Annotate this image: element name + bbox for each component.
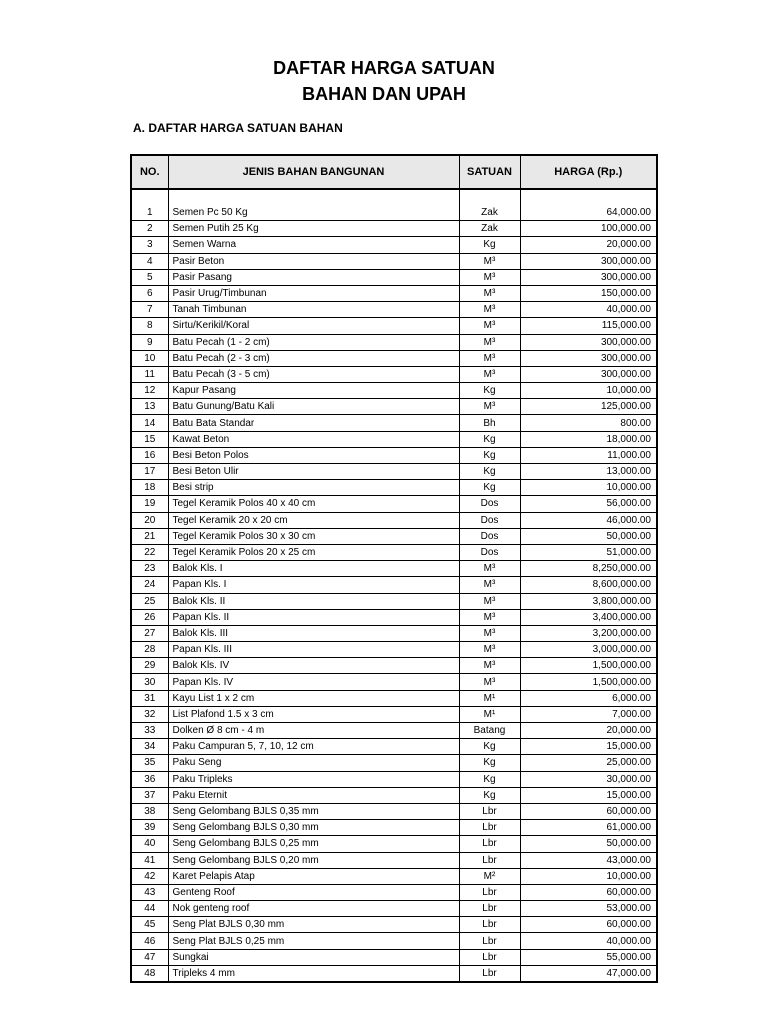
- price: 300,000.00: [520, 334, 657, 350]
- table-row: [131, 642, 657, 658]
- row-number: 16: [131, 447, 168, 463]
- row-number: 9: [131, 334, 168, 350]
- price: 10,000.00: [520, 868, 657, 884]
- table-row: [131, 480, 657, 496]
- price: 300,000.00: [520, 253, 657, 269]
- unit: Lbr: [459, 917, 520, 933]
- price: 60,000.00: [520, 884, 657, 900]
- material-name: Tegel Keramik Polos 20 x 25 cm: [168, 544, 459, 560]
- table-row: [131, 884, 657, 900]
- unit: M³: [459, 642, 520, 658]
- row-number: 13: [131, 399, 168, 415]
- unit: Lbr: [459, 949, 520, 965]
- row-number: 14: [131, 415, 168, 431]
- material-name: Kapur Pasang: [168, 383, 459, 399]
- price: 43,000.00: [520, 852, 657, 868]
- material-name: Balok Kls. III: [168, 625, 459, 641]
- table-row: [131, 868, 657, 884]
- table-row: [131, 561, 657, 577]
- unit: Kg: [459, 447, 520, 463]
- row-number: 15: [131, 431, 168, 447]
- material-name: Seng Gelombang BJLS 0,35 mm: [168, 803, 459, 819]
- unit: M³: [459, 350, 520, 366]
- unit: M³: [459, 658, 520, 674]
- price: 3,800,000.00: [520, 593, 657, 609]
- unit: Lbr: [459, 836, 520, 852]
- unit: Lbr: [459, 965, 520, 982]
- section-title: A. DAFTAR HARGA SATUAN BAHAN: [133, 121, 343, 135]
- unit: Lbr: [459, 852, 520, 868]
- material-name: Pasir Beton: [168, 253, 459, 269]
- row-number: 36: [131, 771, 168, 787]
- material-name: Tegel Keramik 20 x 20 cm: [168, 512, 459, 528]
- table-row: [131, 512, 657, 528]
- material-name: Seng Gelombang BJLS 0,30 mm: [168, 820, 459, 836]
- material-name: Sungkai: [168, 949, 459, 965]
- table-row: [131, 464, 657, 480]
- price: 50,000.00: [520, 836, 657, 852]
- material-name: Balok Kls. IV: [168, 658, 459, 674]
- row-number: 23: [131, 561, 168, 577]
- material-name: Semen Putih 25 Kg: [168, 221, 459, 237]
- material-name: Semen Warna: [168, 237, 459, 253]
- material-name: Papan Kls. III: [168, 642, 459, 658]
- table-row: [131, 253, 657, 269]
- unit: M³: [459, 593, 520, 609]
- table-row: [131, 383, 657, 399]
- unit: M³: [459, 625, 520, 641]
- price: 46,000.00: [520, 512, 657, 528]
- material-name: Tanah Timbunan: [168, 302, 459, 318]
- price: 51,000.00: [520, 544, 657, 560]
- row-number: 28: [131, 642, 168, 658]
- row-number: 6: [131, 285, 168, 301]
- material-name: Dolken Ø 8 cm - 4 m: [168, 723, 459, 739]
- unit: M¹: [459, 706, 520, 722]
- table-row: [131, 285, 657, 301]
- row-number: 35: [131, 755, 168, 771]
- material-name: Kayu List 1 x 2 cm: [168, 690, 459, 706]
- unit: Dos: [459, 512, 520, 528]
- row-number: 25: [131, 593, 168, 609]
- table-row: [131, 269, 657, 285]
- unit: Kg: [459, 431, 520, 447]
- table-row: [131, 949, 657, 965]
- row-number: 19: [131, 496, 168, 512]
- unit: Kg: [459, 383, 520, 399]
- table-row: [131, 723, 657, 739]
- row-number: 39: [131, 820, 168, 836]
- table-row: [131, 205, 657, 221]
- row-number: 8: [131, 318, 168, 334]
- price: 40,000.00: [520, 933, 657, 949]
- table-row: [131, 399, 657, 415]
- row-number: 21: [131, 528, 168, 544]
- row-number: 12: [131, 383, 168, 399]
- table-row: [131, 318, 657, 334]
- row-number: 46: [131, 933, 168, 949]
- material-name: Tegel Keramik Polos 40 x 40 cm: [168, 496, 459, 512]
- material-name: Paku Tripleks: [168, 771, 459, 787]
- material-name: Seng Gelombang BJLS 0,25 mm: [168, 836, 459, 852]
- material-name: Karet Pelapis Atap: [168, 868, 459, 884]
- table-row: [131, 350, 657, 366]
- unit: M³: [459, 399, 520, 415]
- unit: M³: [459, 285, 520, 301]
- table-body: [131, 189, 657, 982]
- row-number: 22: [131, 544, 168, 560]
- price: 18,000.00: [520, 431, 657, 447]
- row-number: 18: [131, 480, 168, 496]
- unit: Dos: [459, 528, 520, 544]
- row-number: 24: [131, 577, 168, 593]
- unit: M³: [459, 302, 520, 318]
- unit: M³: [459, 561, 520, 577]
- price: 47,000.00: [520, 965, 657, 982]
- table-spacer-row: [131, 189, 657, 205]
- row-number: 47: [131, 949, 168, 965]
- table-row: [131, 609, 657, 625]
- unit: M³: [459, 366, 520, 382]
- unit: Zak: [459, 205, 520, 221]
- table-row: [131, 706, 657, 722]
- row-number: 17: [131, 464, 168, 480]
- table-row: [131, 771, 657, 787]
- material-name: Batu Bata Standar: [168, 415, 459, 431]
- price: 1,500,000.00: [520, 658, 657, 674]
- table-row: [131, 933, 657, 949]
- price: 11,000.00: [520, 447, 657, 463]
- material-name: Seng Plat BJLS 0,25 mm: [168, 933, 459, 949]
- material-name: Besi Beton Polos: [168, 447, 459, 463]
- price: 300,000.00: [520, 366, 657, 382]
- table-header-row: [131, 155, 657, 189]
- row-number: 31: [131, 690, 168, 706]
- unit: Lbr: [459, 901, 520, 917]
- price: 300,000.00: [520, 350, 657, 366]
- material-name: Pasir Pasang: [168, 269, 459, 285]
- material-name: Besi strip: [168, 480, 459, 496]
- header-price: HARGA (Rp.): [520, 155, 657, 189]
- table-row: [131, 852, 657, 868]
- row-number: 5: [131, 269, 168, 285]
- row-number: 33: [131, 723, 168, 739]
- table-row: [131, 221, 657, 237]
- unit: Zak: [459, 221, 520, 237]
- unit: Kg: [459, 480, 520, 496]
- price: 7,000.00: [520, 706, 657, 722]
- table-row: [131, 820, 657, 836]
- row-number: 45: [131, 917, 168, 933]
- row-number: 37: [131, 787, 168, 803]
- price: 50,000.00: [520, 528, 657, 544]
- document-title-line2: BAHAN DAN UPAH: [302, 84, 466, 104]
- material-name: List Plafond 1.5 x 3 cm: [168, 706, 459, 722]
- price: 800.00: [520, 415, 657, 431]
- table-row: [131, 237, 657, 253]
- material-name: Batu Pecah (2 - 3 cm): [168, 350, 459, 366]
- price: 25,000.00: [520, 755, 657, 771]
- table-row: [131, 674, 657, 690]
- table-row: [131, 577, 657, 593]
- price: 60,000.00: [520, 917, 657, 933]
- row-number: 26: [131, 609, 168, 625]
- table-row: [131, 917, 657, 933]
- material-name: Seng Plat BJLS 0,30 mm: [168, 917, 459, 933]
- table-row: [131, 302, 657, 318]
- material-name: Kawat Beton: [168, 431, 459, 447]
- price: 56,000.00: [520, 496, 657, 512]
- table-row: [131, 901, 657, 917]
- price: 3,400,000.00: [520, 609, 657, 625]
- unit: M²: [459, 868, 520, 884]
- material-name: Batu Pecah (1 - 2 cm): [168, 334, 459, 350]
- unit: Kg: [459, 739, 520, 755]
- price: 55,000.00: [520, 949, 657, 965]
- material-name: Semen Pc 50 Kg: [168, 205, 459, 221]
- row-number: 41: [131, 852, 168, 868]
- row-number: 1: [131, 205, 168, 221]
- price: 60,000.00: [520, 803, 657, 819]
- material-name: Balok Kls. I: [168, 561, 459, 577]
- material-name: Seng Gelombang BJLS 0,20 mm: [168, 852, 459, 868]
- unit: M³: [459, 609, 520, 625]
- table-row: [131, 544, 657, 560]
- document-title-line1: DAFTAR HARGA SATUAN: [273, 58, 495, 78]
- unit: M³: [459, 577, 520, 593]
- table-row: [131, 803, 657, 819]
- price: 30,000.00: [520, 771, 657, 787]
- unit: M³: [459, 334, 520, 350]
- price: 40,000.00: [520, 302, 657, 318]
- row-number: 34: [131, 739, 168, 755]
- table-row: [131, 431, 657, 447]
- price: 10,000.00: [520, 480, 657, 496]
- price: 53,000.00: [520, 901, 657, 917]
- row-number: 32: [131, 706, 168, 722]
- header-no: NO.: [131, 155, 168, 189]
- material-name: Pasir Urug/Timbunan: [168, 285, 459, 301]
- row-number: 44: [131, 901, 168, 917]
- unit: Lbr: [459, 803, 520, 819]
- price: 125,000.00: [520, 399, 657, 415]
- table-row: [131, 593, 657, 609]
- unit: Batang: [459, 723, 520, 739]
- price: 61,000.00: [520, 820, 657, 836]
- row-number: 38: [131, 803, 168, 819]
- header-material: JENIS BAHAN BANGUNAN: [168, 155, 459, 189]
- unit: M³: [459, 253, 520, 269]
- row-number: 48: [131, 965, 168, 982]
- unit: Kg: [459, 787, 520, 803]
- row-number: 10: [131, 350, 168, 366]
- material-name: Papan Kls. I: [168, 577, 459, 593]
- price: 10,000.00: [520, 383, 657, 399]
- price: 100,000.00: [520, 221, 657, 237]
- row-number: 43: [131, 884, 168, 900]
- material-name: Nok genteng roof: [168, 901, 459, 917]
- material-name: Tripleks 4 mm: [168, 965, 459, 982]
- row-number: 2: [131, 221, 168, 237]
- unit: M¹: [459, 690, 520, 706]
- price: 1,500,000.00: [520, 674, 657, 690]
- price: 300,000.00: [520, 269, 657, 285]
- price: 20,000.00: [520, 723, 657, 739]
- table-row: [131, 415, 657, 431]
- unit: Dos: [459, 544, 520, 560]
- material-name: Balok Kls. II: [168, 593, 459, 609]
- row-number: 40: [131, 836, 168, 852]
- row-number: 20: [131, 512, 168, 528]
- row-number: 3: [131, 237, 168, 253]
- table-row: [131, 739, 657, 755]
- material-name: Genteng Roof: [168, 884, 459, 900]
- price: 20,000.00: [520, 237, 657, 253]
- table-row: [131, 965, 657, 982]
- material-name: Paku Campuran 5, 7, 10, 12 cm: [168, 739, 459, 755]
- material-name: Tegel Keramik Polos 30 x 30 cm: [168, 528, 459, 544]
- material-name: Batu Gunung/Batu Kali: [168, 399, 459, 415]
- price: 8,250,000.00: [520, 561, 657, 577]
- row-number: 29: [131, 658, 168, 674]
- row-number: 42: [131, 868, 168, 884]
- unit: Dos: [459, 496, 520, 512]
- material-name: Sirtu/Kerikil/Koral: [168, 318, 459, 334]
- price: 15,000.00: [520, 787, 657, 803]
- price: 15,000.00: [520, 739, 657, 755]
- unit: Kg: [459, 464, 520, 480]
- table-row: [131, 496, 657, 512]
- header-unit: SATUAN: [459, 155, 520, 189]
- price-table: [130, 154, 658, 983]
- table-row: [131, 334, 657, 350]
- row-number: 11: [131, 366, 168, 382]
- table-row: [131, 755, 657, 771]
- price: 3,000,000.00: [520, 642, 657, 658]
- material-name: Batu Pecah (3 - 5 cm): [168, 366, 459, 382]
- material-name: Papan Kls. IV: [168, 674, 459, 690]
- unit: Lbr: [459, 933, 520, 949]
- row-number: 30: [131, 674, 168, 690]
- price: 3,200,000.00: [520, 625, 657, 641]
- row-number: 4: [131, 253, 168, 269]
- table-row: [131, 625, 657, 641]
- row-number: 7: [131, 302, 168, 318]
- table-row: [131, 447, 657, 463]
- material-name: Paku Seng: [168, 755, 459, 771]
- unit: Lbr: [459, 820, 520, 836]
- unit: M³: [459, 674, 520, 690]
- material-name: Paku Eternit: [168, 787, 459, 803]
- row-number: 27: [131, 625, 168, 641]
- unit: Bh: [459, 415, 520, 431]
- material-name: Papan Kls. II: [168, 609, 459, 625]
- price: 6,000.00: [520, 690, 657, 706]
- price: 115,000.00: [520, 318, 657, 334]
- table-row: [131, 787, 657, 803]
- unit: Kg: [459, 237, 520, 253]
- table-row: [131, 836, 657, 852]
- table-row: [131, 366, 657, 382]
- unit: Lbr: [459, 884, 520, 900]
- price: 8,600,000.00: [520, 577, 657, 593]
- price: 64,000.00: [520, 205, 657, 221]
- unit: M³: [459, 269, 520, 285]
- unit: Kg: [459, 771, 520, 787]
- material-name: Besi Beton Ulir: [168, 464, 459, 480]
- price: 150,000.00: [520, 285, 657, 301]
- table-row: [131, 658, 657, 674]
- table-row: [131, 690, 657, 706]
- table-row: [131, 528, 657, 544]
- unit: Kg: [459, 755, 520, 771]
- price: 13,000.00: [520, 464, 657, 480]
- unit: M³: [459, 318, 520, 334]
